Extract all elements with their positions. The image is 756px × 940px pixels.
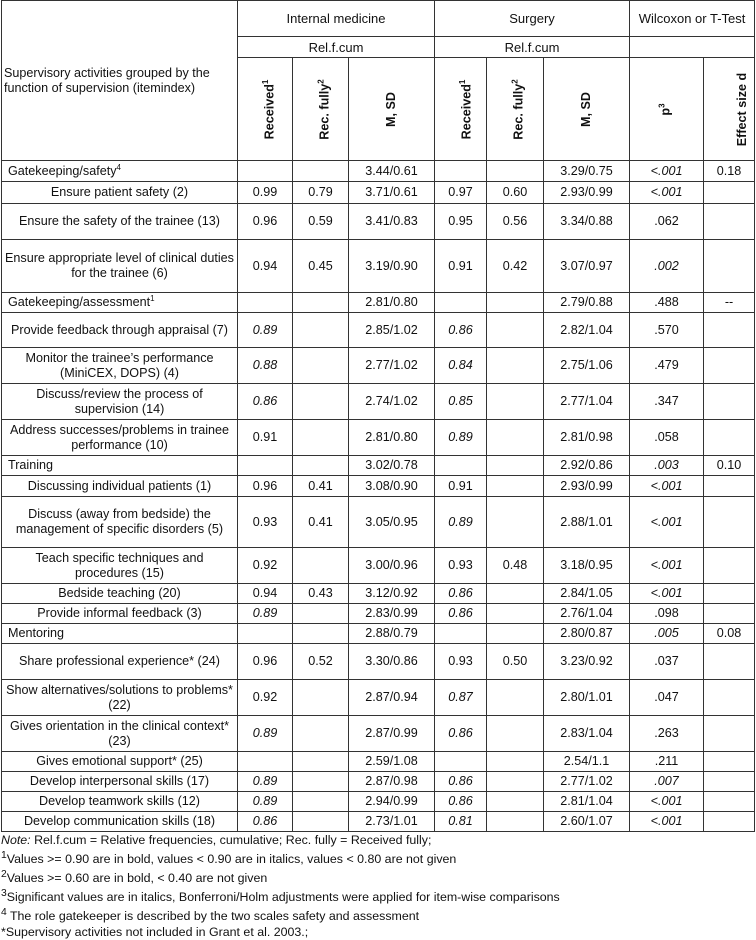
cell-received-internal: 0.88 — [238, 348, 293, 384]
cell-received-internal: 0.96 — [238, 476, 293, 497]
scale-row — [2, 624, 755, 644]
cell-msd-surgery: 2.93/0.99 — [544, 476, 630, 497]
cell-effect-size — [704, 792, 755, 812]
cell-msd-surgery: 2.83/1.04 — [544, 716, 630, 752]
cell-msd-internal: 3.44/0.61 — [349, 161, 435, 182]
col-p-value: $p^3$ — [630, 58, 704, 161]
cell-rec-fully-internal — [293, 384, 349, 420]
cell-p-value: <.001 — [630, 812, 704, 832]
cell-received-surgery — [435, 456, 487, 476]
cell-effect-size — [704, 420, 755, 456]
cell-msd-internal: 3.00/0.96 — [349, 548, 435, 584]
cell-rec-fully-internal — [293, 772, 349, 792]
cell-received-surgery: 0.93 — [435, 644, 487, 680]
item-row — [2, 716, 755, 752]
cell-effect-size — [704, 240, 755, 293]
note-line-main: Note: Rel.f.cum = Relative frequencies, cumulative; Rec. fully = Received fully; — [1, 833, 432, 847]
group-internal-medicine: Internal medicine — [238, 1, 435, 37]
cell-received-internal: 0.89 — [238, 716, 293, 752]
item-row — [2, 772, 755, 792]
row-label: Mentoring — [2, 624, 238, 644]
note-line-4: $^4$ The role gatekeeper is described by the two scales safety and assessment — [1, 907, 420, 924]
cell-msd-internal: 3.71/0.61 — [349, 182, 435, 204]
cell-msd-internal: 2.85/1.02 — [349, 313, 435, 348]
cell-msd-surgery: 2.60/1.07 — [544, 812, 630, 832]
cell-effect-size — [704, 497, 755, 548]
cell-rec-fully-surgery — [487, 604, 544, 624]
cell-p-value: .479 — [630, 348, 704, 384]
cell-p-value: <.001 — [630, 476, 704, 497]
col-rec-fully-internal: Rec. fully$^2$ — [293, 58, 349, 161]
cell-rec-fully-surgery — [487, 812, 544, 832]
item-row — [2, 680, 755, 716]
scale-row — [2, 293, 755, 313]
cell-msd-surgery: 2.92/0.86 — [544, 456, 630, 476]
cell-received-internal: 0.92 — [238, 680, 293, 716]
item-row — [2, 313, 755, 348]
cell-rec-fully-internal — [293, 812, 349, 832]
cell-p-value: .002 — [630, 240, 704, 293]
row-label: Teach specific techniques and procedures (15) — [2, 548, 238, 584]
cell-msd-internal: 3.30/0.86 — [349, 644, 435, 680]
row-label: Bedside teaching (20) — [2, 584, 238, 604]
cell-effect-size — [704, 584, 755, 604]
cell-received-surgery: 0.86 — [435, 584, 487, 604]
cell-msd-internal: 3.41/0.83 — [349, 204, 435, 240]
cell-effect-size — [704, 772, 755, 792]
cell-received-surgery — [435, 161, 487, 182]
cell-received-surgery: 0.89 — [435, 420, 487, 456]
cell-rec-fully-internal — [293, 313, 349, 348]
cell-received-internal: 0.89 — [238, 772, 293, 792]
col-msd-internal: M, SD — [349, 58, 435, 161]
cell-rec-fully-internal — [293, 420, 349, 456]
cell-received-surgery: 0.89 — [435, 497, 487, 548]
cell-effect-size — [704, 752, 755, 772]
col-effect-size: Effect size d — [704, 58, 755, 161]
cell-msd-surgery: 3.29/0.75 — [544, 161, 630, 182]
cell-received-internal: 0.96 — [238, 204, 293, 240]
cell-rec-fully-internal — [293, 604, 349, 624]
cell-p-value: <.001 — [630, 497, 704, 548]
col-rec-fully-surgery: Rec. fully$^2$ — [487, 58, 544, 161]
cell-rec-fully-surgery — [487, 716, 544, 752]
row-label: Gatekeeping/safety$^4$ — [2, 161, 238, 182]
cell-msd-surgery: 3.18/0.95 — [544, 548, 630, 584]
cell-effect-size — [704, 476, 755, 497]
cell-rec-fully-surgery — [487, 624, 544, 644]
cell-effect-size — [704, 812, 755, 832]
col-received-internal: Received$^1$ — [238, 58, 293, 161]
cell-msd-internal: 3.08/0.90 — [349, 476, 435, 497]
cell-rec-fully-internal — [293, 456, 349, 476]
cell-received-internal: 0.86 — [238, 812, 293, 832]
cell-msd-internal: 2.81/0.80 — [349, 293, 435, 313]
cell-p-value: .005 — [630, 624, 704, 644]
row-label: Develop interpersonal skills (17) — [2, 772, 238, 792]
row-label: Develop teamwork skills (12) — [2, 792, 238, 812]
cell-rec-fully-surgery: 0.50 — [487, 644, 544, 680]
test-subheader-blank — [630, 37, 755, 58]
cell-rec-fully-internal: 0.45 — [293, 240, 349, 293]
cell-msd-surgery: 2.77/1.02 — [544, 772, 630, 792]
cell-rec-fully-surgery — [487, 497, 544, 548]
cell-msd-internal: 2.83/0.99 — [349, 604, 435, 624]
row-label: Discuss (away from bedside) the management of specific disorders (5) — [2, 497, 238, 548]
cell-received-internal: 0.91 — [238, 420, 293, 456]
row-label: Monitor the trainee’s performance (MiniCEX, DOPS) (4) — [2, 348, 238, 384]
note-line-2: $^2$Values >= 0.60 are in bold, < 0.40 are not given — [1, 869, 268, 886]
cell-msd-surgery: 2.81/1.04 — [544, 792, 630, 812]
cell-p-value: .062 — [630, 204, 704, 240]
cell-rec-fully-internal — [293, 752, 349, 772]
row-label: Share professional experience* (24) — [2, 644, 238, 680]
cell-received-surgery: 0.87 — [435, 680, 487, 716]
cell-msd-internal: 3.12/0.92 — [349, 584, 435, 604]
cell-msd-surgery: 2.80/0.87 — [544, 624, 630, 644]
col-received-surgery: Received$^1$ — [435, 58, 487, 161]
cell-rec-fully-internal: 0.79 — [293, 182, 349, 204]
cell-effect-size: -- — [704, 293, 755, 313]
relfcum-surgery: Rel.f.cum — [435, 37, 630, 58]
item-row — [2, 812, 755, 832]
cell-effect-size: 0.18 — [704, 161, 755, 182]
cell-received-internal: 0.94 — [238, 240, 293, 293]
table-body — [2, 161, 755, 832]
cell-msd-internal: 2.59/1.08 — [349, 752, 435, 772]
cell-rec-fully-internal — [293, 548, 349, 584]
cell-effect-size — [704, 548, 755, 584]
cell-msd-internal: 2.94/0.99 — [349, 792, 435, 812]
cell-p-value: <.001 — [630, 584, 704, 604]
note-line-5: *Supervisory activities not included in Grant et al. 2003.; — [1, 924, 309, 939]
cell-rec-fully-surgery — [487, 680, 544, 716]
item-row — [2, 384, 755, 420]
cell-received-surgery: 0.86 — [435, 716, 487, 752]
row-label: Ensure appropriate level of clinical duties for the trainee (6) — [2, 240, 238, 293]
item-row — [2, 476, 755, 497]
cell-rec-fully-surgery — [487, 384, 544, 420]
cell-received-surgery: 0.86 — [435, 604, 487, 624]
cell-p-value: <.001 — [630, 548, 704, 584]
cell-msd-surgery: 2.79/0.88 — [544, 293, 630, 313]
cell-received-surgery: 0.91 — [435, 240, 487, 293]
cell-msd-surgery: 2.81/0.98 — [544, 420, 630, 456]
cell-effect-size — [704, 604, 755, 624]
cell-rec-fully-internal: 0.59 — [293, 204, 349, 240]
row-label: Discussing individual patients (1) — [2, 476, 238, 497]
cell-msd-surgery: 2.88/1.01 — [544, 497, 630, 548]
cell-rec-fully-internal — [293, 792, 349, 812]
cell-rec-fully-surgery — [487, 772, 544, 792]
item-row — [2, 548, 755, 584]
cell-msd-surgery: 2.84/1.05 — [544, 584, 630, 604]
item-row — [2, 240, 755, 293]
cell-received-internal: 0.89 — [238, 313, 293, 348]
cell-effect-size — [704, 313, 755, 348]
row-label: Discuss/review the process of supervision (14) — [2, 384, 238, 420]
cell-effect-size — [704, 384, 755, 420]
corner-header: Supervisory activities grouped by the function of supervision (itemindex) — [2, 1, 238, 161]
cell-rec-fully-internal: 0.43 — [293, 584, 349, 604]
cell-msd-surgery: 3.34/0.88 — [544, 204, 630, 240]
cell-received-internal: 0.86 — [238, 384, 293, 420]
cell-rec-fully-surgery — [487, 456, 544, 476]
cell-msd-surgery: 2.75/1.06 — [544, 348, 630, 384]
cell-received-surgery: 0.86 — [435, 772, 487, 792]
cell-effect-size — [704, 644, 755, 680]
item-row — [2, 644, 755, 680]
cell-rec-fully-surgery — [487, 293, 544, 313]
cell-p-value: .570 — [630, 313, 704, 348]
cell-rec-fully-internal — [293, 680, 349, 716]
row-label: Ensure the safety of the trainee (13) — [2, 204, 238, 240]
row-label: Provide feedback through appraisal (7) — [2, 313, 238, 348]
item-row — [2, 420, 755, 456]
cell-received-surgery: 0.85 — [435, 384, 487, 420]
cell-msd-internal: 3.02/0.78 — [349, 456, 435, 476]
cell-rec-fully-surgery — [487, 313, 544, 348]
cell-effect-size: 0.10 — [704, 456, 755, 476]
cell-rec-fully-internal — [293, 348, 349, 384]
cell-p-value: .098 — [630, 604, 704, 624]
cell-p-value: .003 — [630, 456, 704, 476]
cell-received-internal — [238, 752, 293, 772]
cell-p-value: .007 — [630, 772, 704, 792]
item-row — [2, 584, 755, 604]
row-label: Gives orientation in the clinical context* (23) — [2, 716, 238, 752]
cell-rec-fully-internal: 0.41 — [293, 497, 349, 548]
cell-rec-fully-surgery — [487, 584, 544, 604]
item-row — [2, 182, 755, 204]
cell-p-value: .058 — [630, 420, 704, 456]
cell-msd-internal: 2.88/0.79 — [349, 624, 435, 644]
cell-received-surgery: 0.81 — [435, 812, 487, 832]
cell-received-surgery — [435, 752, 487, 772]
cell-rec-fully-internal — [293, 624, 349, 644]
cell-p-value: .488 — [630, 293, 704, 313]
cell-p-value: <.001 — [630, 182, 704, 204]
cell-rec-fully-surgery: 0.42 — [487, 240, 544, 293]
scale-row — [2, 161, 755, 182]
cell-msd-internal: 2.77/1.02 — [349, 348, 435, 384]
cell-received-internal: 0.99 — [238, 182, 293, 204]
cell-received-internal — [238, 293, 293, 313]
cell-p-value: .347 — [630, 384, 704, 420]
cell-msd-internal: 2.74/1.02 — [349, 384, 435, 420]
cell-rec-fully-surgery — [487, 348, 544, 384]
cell-received-surgery: 0.97 — [435, 182, 487, 204]
cell-received-surgery: 0.86 — [435, 792, 487, 812]
row-label: Training — [2, 456, 238, 476]
cell-rec-fully-surgery: 0.48 — [487, 548, 544, 584]
cell-effect-size — [704, 680, 755, 716]
item-row — [2, 792, 755, 812]
cell-msd-internal: 2.87/0.94 — [349, 680, 435, 716]
cell-rec-fully-surgery: 0.60 — [487, 182, 544, 204]
cell-received-surgery: 0.93 — [435, 548, 487, 584]
cell-rec-fully-surgery — [487, 792, 544, 812]
cell-msd-surgery: 2.93/0.99 — [544, 182, 630, 204]
row-label: Provide informal feedback (3) — [2, 604, 238, 624]
cell-rec-fully-internal: 0.52 — [293, 644, 349, 680]
cell-rec-fully-surgery — [487, 420, 544, 456]
cell-msd-surgery: 2.77/1.04 — [544, 384, 630, 420]
cell-received-surgery: 0.95 — [435, 204, 487, 240]
relfcum-internal: Rel.f.cum — [238, 37, 435, 58]
cell-received-internal — [238, 456, 293, 476]
cell-received-internal: 0.89 — [238, 604, 293, 624]
cell-rec-fully-surgery — [487, 161, 544, 182]
cell-rec-fully-internal — [293, 293, 349, 313]
cell-msd-internal: 2.81/0.80 — [349, 420, 435, 456]
cell-received-surgery — [435, 293, 487, 313]
cell-received-internal — [238, 624, 293, 644]
cell-msd-surgery: 3.07/0.97 — [544, 240, 630, 293]
cell-received-internal: 0.96 — [238, 644, 293, 680]
cell-received-internal: 0.94 — [238, 584, 293, 604]
table-notes — [1, 832, 754, 940]
cell-effect-size — [704, 182, 755, 204]
note-line-1: $^1$Values >= 0.90 are in bold, values < 0.90 are in italics, values < 0.80 are not given — [1, 850, 457, 867]
cell-msd-surgery: 2.80/1.01 — [544, 680, 630, 716]
cell-msd-surgery: 2.82/1.04 — [544, 313, 630, 348]
cell-received-internal: 0.92 — [238, 548, 293, 584]
cell-received-internal: 0.89 — [238, 792, 293, 812]
cell-effect-size — [704, 348, 755, 384]
cell-effect-size: 0.08 — [704, 624, 755, 644]
cell-received-surgery — [435, 624, 487, 644]
cell-msd-internal: 2.87/0.98 — [349, 772, 435, 792]
cell-p-value: .037 — [630, 644, 704, 680]
cell-p-value: <.001 — [630, 792, 704, 812]
cell-rec-fully-internal — [293, 161, 349, 182]
row-label: Address successes/problems in trainee performance (10) — [2, 420, 238, 456]
cell-rec-fully-surgery — [487, 476, 544, 497]
cell-rec-fully-internal — [293, 716, 349, 752]
row-label: Develop communication skills (18) — [2, 812, 238, 832]
group-wilcoxon-ttest: Wilcoxon or T-Test — [630, 1, 755, 37]
supervision-table — [1, 0, 755, 832]
item-row — [2, 348, 755, 384]
cell-received-surgery: 0.86 — [435, 313, 487, 348]
cell-msd-internal: 2.73/1.01 — [349, 812, 435, 832]
cell-effect-size — [704, 204, 755, 240]
group-surgery: Surgery — [435, 1, 630, 37]
cell-p-value: <.001 — [630, 161, 704, 182]
cell-effect-size — [704, 716, 755, 752]
cell-rec-fully-surgery: 0.56 — [487, 204, 544, 240]
cell-rec-fully-surgery — [487, 752, 544, 772]
cell-msd-surgery: 2.76/1.04 — [544, 604, 630, 624]
cell-rec-fully-internal: 0.41 — [293, 476, 349, 497]
row-label: Show alternatives/solutions to problems* (22) — [2, 680, 238, 716]
cell-msd-surgery: 2.54/1.1 — [544, 752, 630, 772]
cell-p-value: .263 — [630, 716, 704, 752]
cell-received-surgery: 0.84 — [435, 348, 487, 384]
row-label: Ensure patient safety (2) — [2, 182, 238, 204]
item-row — [2, 604, 755, 624]
cell-p-value: .211 — [630, 752, 704, 772]
item-row — [2, 497, 755, 548]
note-line-3: $^3$Significant values are in italics, Bonferroni/Holm adjustments were applied for item-wise comparisons — [1, 888, 560, 905]
cell-received-surgery: 0.91 — [435, 476, 487, 497]
row-label: Gatekeeping/assessment$^1$ — [2, 293, 238, 313]
cell-received-internal: 0.93 — [238, 497, 293, 548]
item-row — [2, 204, 755, 240]
cell-msd-internal: 2.87/0.99 — [349, 716, 435, 752]
col-msd-surgery: M, SD — [544, 58, 630, 161]
cell-msd-internal: 3.05/0.95 — [349, 497, 435, 548]
item-row — [2, 752, 755, 772]
scale-row — [2, 456, 755, 476]
cell-msd-surgery: 3.23/0.92 — [544, 644, 630, 680]
cell-received-internal — [238, 161, 293, 182]
cell-p-value: .047 — [630, 680, 704, 716]
row-label: Gives emotional support* (25) — [2, 752, 238, 772]
cell-msd-internal: 3.19/0.90 — [349, 240, 435, 293]
